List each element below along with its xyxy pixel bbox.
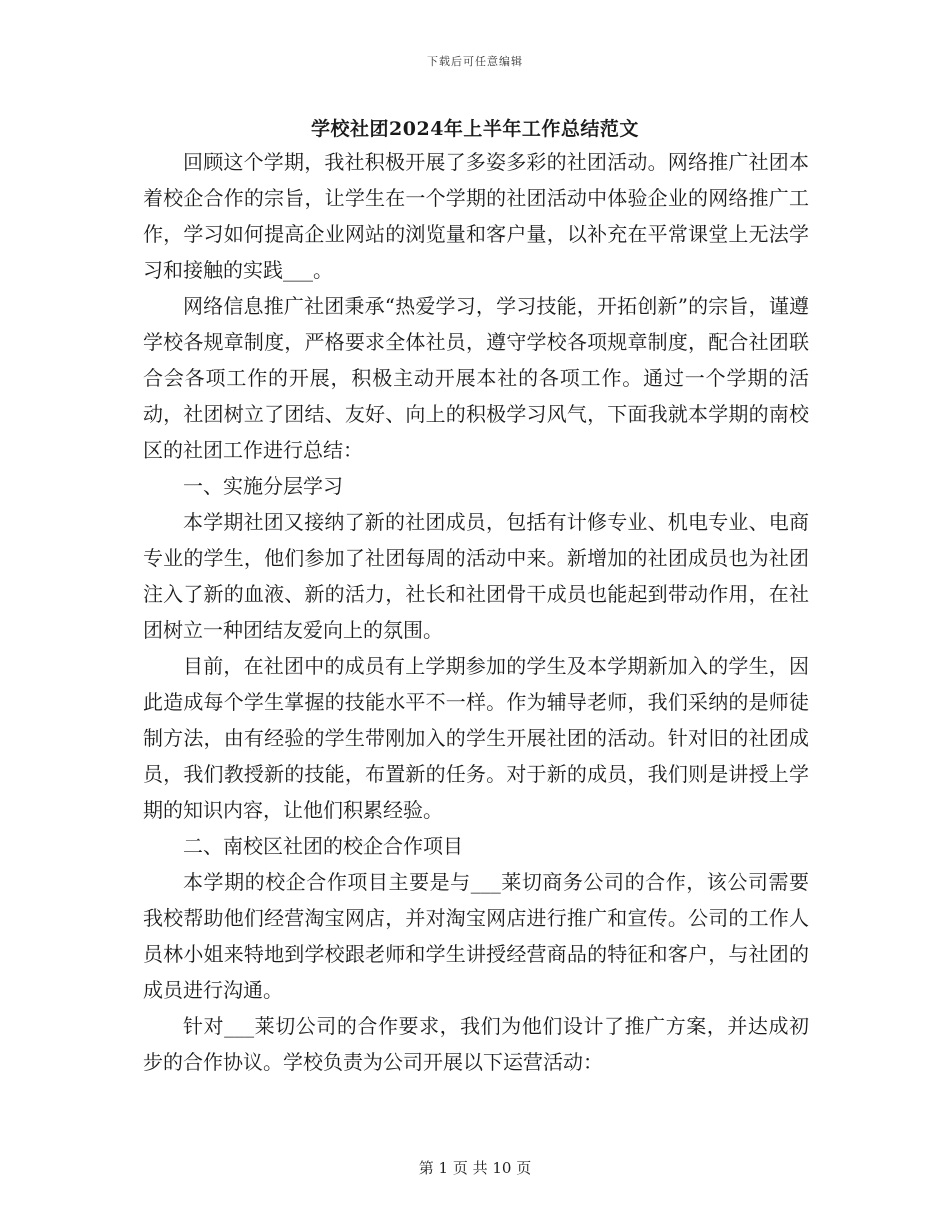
section-heading: 二、南校区社团的校企合作项目 bbox=[183, 834, 463, 858]
document-title: 学校社团2024年上半年工作总结范文 bbox=[311, 118, 639, 140]
header-note: 下载后可任意编辑 bbox=[427, 55, 523, 68]
document-body bbox=[143, 144, 809, 1080]
section-heading: 一、实施分层学习 bbox=[183, 474, 343, 498]
paragraph: 网络信息推广社团秉承“热爱学习，学习技能，开拓创新”的宗旨，谨遵学校各规章制度，严格要求全体社员，遵守学校各项规章制度，配合社团联合会各项工作的开展，积极主动开展本社的各项工作。通过一个学期的活动，社团树立了团结、友好、向上的积极学习风气，下面我就本学期的南校区的社团工作进行总结： bbox=[143, 294, 809, 462]
paragraph: 回顾这个学期，我社积极开展了多姿多彩的社团活动。网络推广社团本着校企合作的宗旨，让学生在一个学期的社团活动中体验企业的网络推广工作，学习如何提高企业网站的浏览量和客户量，以补充在平常课堂上无法学习和接触的实践___。 bbox=[143, 150, 809, 282]
paragraph: 目前，在社团中的成员有上学期参加的学生及本学期新加入的学生，因此造成每个学生掌握的技能水平不一样。作为辅导老师，我们采纳的是师徒制方法，由有经验的学生带刚加入的学生开展社团的活动。针对旧的社团成员，我们教授新的技能，布置新的任务。对于新的成员，我们则是讲授上学期的知识内容，让他们积累经验。 bbox=[143, 654, 809, 822]
page-number: 第 1 页 共 10 页 bbox=[418, 1159, 532, 1177]
paragraph: 本学期的校企合作项目主要是与___莱切商务公司的合作，该公司需要我校帮助他们经营淘宝网店，并对淘宝网店进行推广和宣传。公司的工作人员林小姐来特地到学校跟老师和学生讲授经营商品的特征和客户，与社团的成员进行沟通。 bbox=[143, 870, 809, 1002]
paragraph: 针对___莱切公司的合作要求，我们为他们设计了推广方案，并达成初步的合作协议。学校负责为公司开展以下运营活动： bbox=[143, 1014, 809, 1074]
paragraph: 本学期社团又接纳了新的社团成员，包括有计修专业、机电专业、电商专业的学生，他们参加了社团每周的活动中来。新增加的社团成员也为社团注入了新的血液、新的活力，社长和社团骨干成员也能起到带动作用，在社团树立一种团结友爱向上的氛围。 bbox=[143, 510, 809, 642]
